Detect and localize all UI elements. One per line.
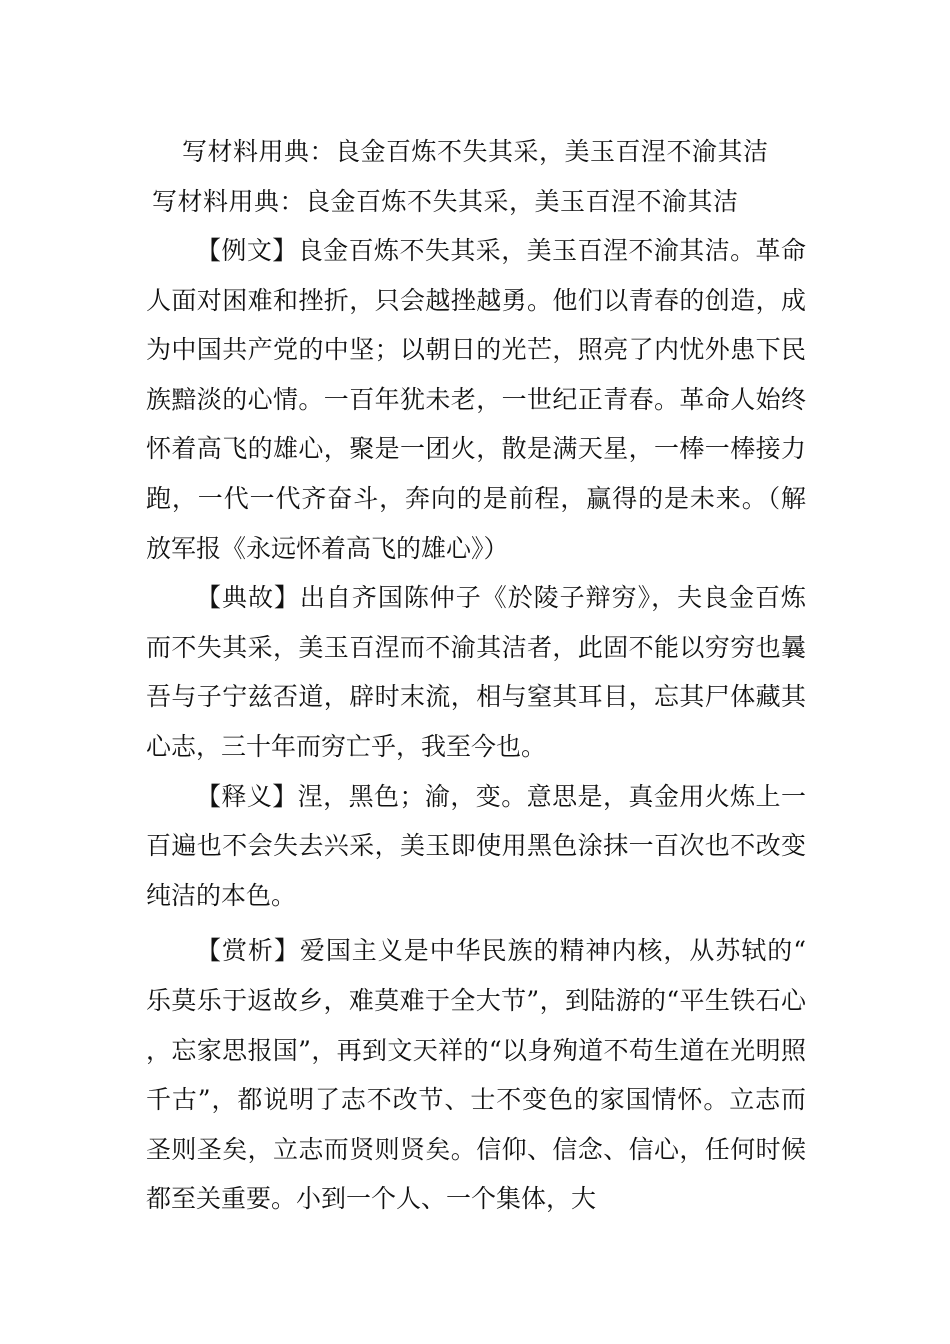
- paragraph-appreciation: 【赏析】爱国主义是中华民族的精神内核，从苏轼的“乐莫乐于返故乡，难莫难于全大节”，到陆游的“平生铁石心，忘家思报国”，再到文天祥的“以身殉道不苟生道在光明照千古”，都说明了志不改节、士不变色的家国情怀。立志而圣则圣矣，立志而贤则贤矣。信仰、信念、信心，任何时候都至关重要。小到一个人、一个集体，大: [146, 936, 806, 1214]
- document-body: [146, 226, 806, 1224]
- paragraph-meaning: 【释义】涅，黑色；渝，变。意思是，真金用火炼上一百遍也不会失去兴采，美玉即使用黑色涂抹一百次也不改变纯洁的本色。: [146, 781, 806, 910]
- document-title: 写材料用典：良金百炼不失其采，美玉百涅不渝其洁: [182, 137, 769, 166]
- paragraph-allusion: 【典故】出自齐国陈仲子《於陵子辩穷》，夫良金百炼而不失其采，美玉百涅而不渝其洁者，此固不能以穷穷也曩吾与子宁兹否道，辟时末流，相与窒其耳目，忘其尸体藏其心志，三十年而穷亡乎，我至今也。: [146, 583, 806, 761]
- paragraph-example: 【例文】良金百炼不失其采，美玉百涅不渝其洁。革命人面对困难和挫折，只会越挫越勇。他们以青春的创造，成为中国共产党的中坚；以朝日的光芒，照亮了内忧外患下民族黯淡的心情。一百年犹未老，一世纪正青春。革命人始终怀着高飞的雄心，聚是一团火，散是满天星，一棒一棒接力跑，一代一代齐奋斗，奔向的是前程，赢得的是未来。（解放军报《永远怀着高飞的雄心》）: [146, 236, 806, 563]
- document-title-repeat: 写材料用典：良金百炼不失其采，美玉百涅不渝其洁: [152, 187, 739, 216]
